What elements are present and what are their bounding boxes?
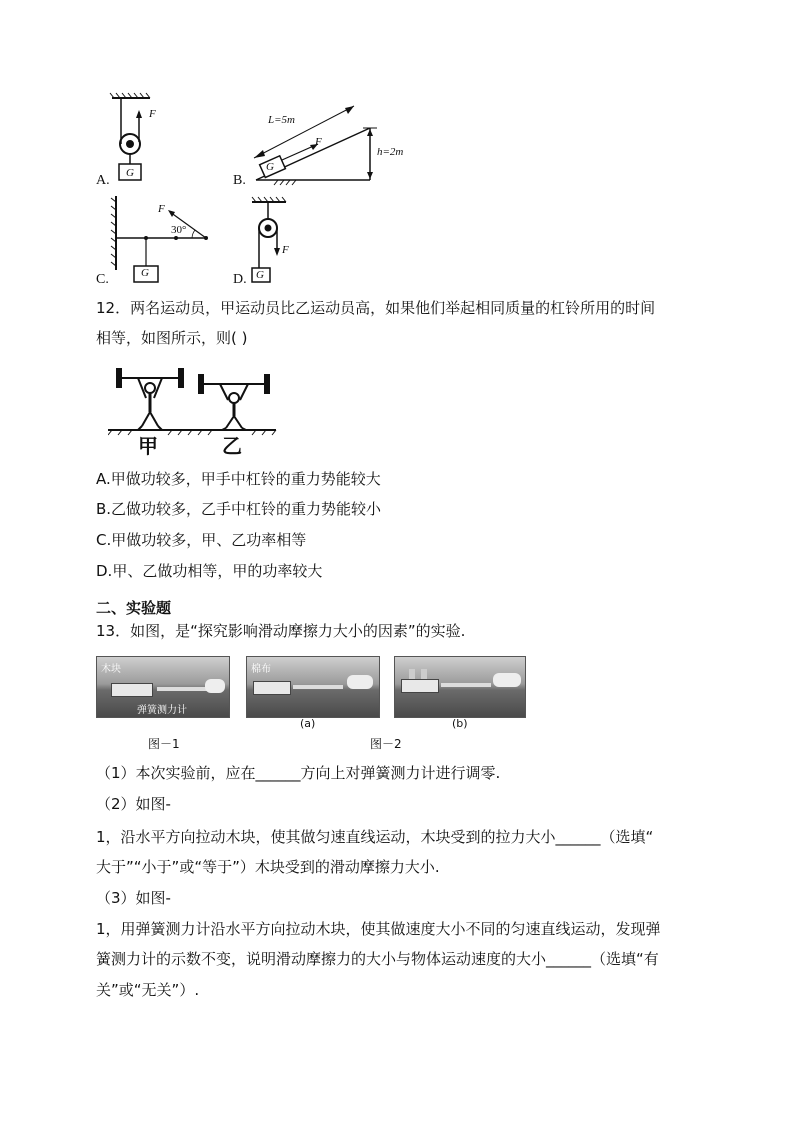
photo1-block-label: 木块 (101, 664, 121, 675)
weightlifters-figure (108, 360, 280, 460)
experiment-photo-1 (96, 656, 230, 718)
hand (347, 675, 373, 689)
height-label-b: h=2m (377, 146, 404, 158)
wood-block (401, 679, 439, 693)
weight-label-b: G (266, 161, 274, 173)
option-d-label: D. (233, 272, 247, 287)
weight-label-a: G (126, 167, 134, 179)
q13-part2-line2: 大于”“小于”或“等于”）木块受到的滑动摩擦力大小. (96, 858, 440, 876)
q12-option-d: D.甲、乙做功相等，甲的功率较大 (96, 562, 323, 580)
spring-scale (157, 687, 207, 691)
option-b-label: B. (233, 173, 246, 188)
option-a-label: A. (96, 173, 110, 188)
photo2-surface-label: 棉布 (251, 664, 271, 675)
section-title: 二、实验题 (96, 599, 172, 617)
q12-stem-line1: 12．两名运动员，甲运动员比乙运动员高，如果他们举起相同质量的杠铃所用的时间 (96, 299, 656, 317)
experiment-photo-2b (394, 656, 526, 718)
force-label-b: F (315, 136, 322, 148)
q13-part3-line2: 簧测力计的示数不变，说明滑动摩擦力的大小与物体运动速度的大小______（选填“有 (96, 950, 659, 968)
spring-scale (293, 685, 343, 689)
weight-label-c: G (141, 267, 149, 279)
option-c-label: C. (96, 272, 109, 287)
weight-label-d: G (256, 269, 264, 281)
pulley-diagram-a (108, 92, 168, 184)
weight (421, 669, 427, 679)
force-label-c: F (158, 203, 165, 215)
q12-stem-line2: 相等，如图所示，则( ) (96, 329, 248, 347)
lifter-b-label: 乙 (222, 434, 242, 458)
caption-b: (b) (452, 717, 468, 730)
fig1-caption: 图－1 (148, 737, 180, 751)
q12-option-a: A.甲做功较多，甲手中杠铃的重力势能较大 (96, 470, 381, 488)
lifter-a-label: 甲 (138, 434, 158, 458)
fig2-caption: 图－2 (370, 737, 402, 751)
length-label-b: L=5m (268, 114, 295, 126)
q13-part3-head: （3）如图- (96, 889, 171, 907)
q12-option-b: B.乙做功较多，乙手中杠铃的重力势能较小 (96, 500, 382, 518)
q13-part3-line3: 关”或“无关”）. (96, 981, 200, 999)
angle-label-c: 30° (171, 224, 187, 236)
wood-block (111, 683, 153, 697)
pulley-diagram-d (246, 196, 306, 286)
q13-stem: 13．如图，是“探究影响滑动摩擦力大小的因素”的实验. (96, 622, 466, 640)
q13-part3-line1: 1，用弹簧测力计沿水平方向拉动木块，使其做速度大小不同的匀速直线运动，发现弹 (96, 920, 661, 938)
spring-scale (441, 683, 491, 687)
q13-part2-line1: 1，沿水平方向拉动木块，使其做匀速直线运动，木块受到的拉力大小______（选填“ (96, 828, 654, 846)
experiment-photo-2a (246, 656, 380, 718)
hand (493, 673, 521, 687)
q12-option-c: C.甲做功较多，甲、乙功率相等 (96, 531, 307, 549)
force-label-d: F (282, 244, 289, 256)
photo1-scale-label: 弹簧测力计 (137, 705, 187, 716)
hand (205, 679, 225, 693)
wood-block (253, 681, 291, 695)
force-label-a: F (149, 108, 156, 120)
caption-a: (a) (300, 717, 316, 730)
q13-part1: （1）本次实验前，应在______方向上对弹簧测力计进行调零. (96, 764, 501, 782)
weight (409, 669, 415, 679)
q13-part2-head: （2）如图- (96, 795, 171, 813)
